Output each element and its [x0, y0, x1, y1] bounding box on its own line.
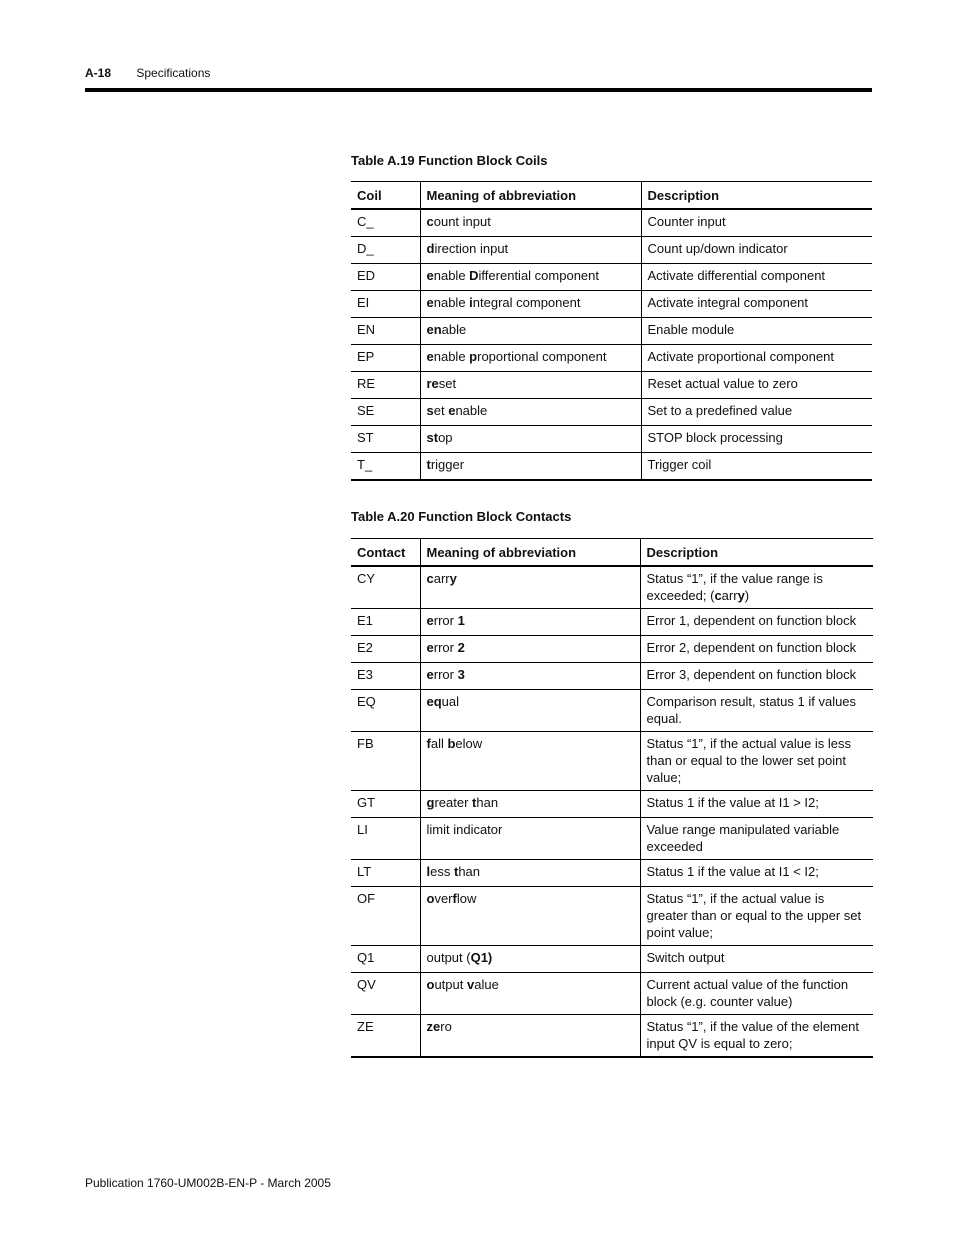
- function-block-coils-table: [351, 181, 872, 481]
- cell-code: E2: [351, 636, 420, 663]
- cell-meaning: error 1: [420, 609, 640, 636]
- cell-description: Status 1 if the value at I1 > I2;: [640, 791, 873, 818]
- column-header: Description: [641, 182, 872, 210]
- column-header: Description: [640, 539, 873, 567]
- cell-meaning: error 3: [420, 663, 640, 690]
- cell-description: Status “1”, if the value of the element input QV is equal to zero;: [640, 1015, 873, 1058]
- header-rule: [85, 88, 872, 92]
- page-number: A-18: [85, 66, 112, 80]
- cell-code: QV: [351, 973, 420, 1015]
- table-row: [351, 860, 873, 887]
- cell-meaning: fall below: [420, 732, 640, 791]
- cell-description: Switch output: [640, 946, 873, 973]
- cell-description: Status “1”, if the actual value is greater than or equal to the upper set point value;: [640, 887, 873, 946]
- cell-description: Current actual value of the function block (e.g. counter value): [640, 973, 873, 1015]
- cell-code: EP: [351, 345, 420, 372]
- cell-code: EI: [351, 291, 420, 318]
- cell-meaning: enable proportional component: [420, 345, 641, 372]
- cell-description: Counter input: [641, 209, 872, 237]
- cell-meaning: stop: [420, 426, 641, 453]
- cell-code: ZE: [351, 1015, 420, 1058]
- cell-code: E3: [351, 663, 420, 690]
- table-row: [351, 609, 873, 636]
- cell-meaning: error 2: [420, 636, 640, 663]
- table-row: [351, 946, 873, 973]
- table-a20-caption: Table A.20 Function Block Contacts: [351, 509, 572, 524]
- cell-description: Trigger coil: [641, 453, 872, 481]
- section-title: Specifications: [136, 66, 211, 80]
- table-row: [351, 453, 872, 481]
- table-row: [351, 291, 872, 318]
- table-row: [351, 663, 873, 690]
- cell-meaning: output (Q1): [420, 946, 640, 973]
- table-row: [351, 372, 872, 399]
- function-block-contacts-table: [351, 538, 873, 1058]
- table-row: [351, 209, 872, 237]
- cell-description: STOP block processing: [641, 426, 872, 453]
- cell-code: Q1: [351, 946, 420, 973]
- cell-code: FB: [351, 732, 420, 791]
- cell-code: EN: [351, 318, 420, 345]
- table-row: [351, 690, 873, 732]
- cell-meaning: enable integral component: [420, 291, 641, 318]
- column-header: Contact: [351, 539, 420, 567]
- cell-code: CY: [351, 566, 420, 609]
- table-row: [351, 1015, 873, 1058]
- cell-description: Reset actual value to zero: [641, 372, 872, 399]
- table-row: [351, 399, 872, 426]
- table-row: [351, 237, 872, 264]
- table-row: [351, 426, 872, 453]
- table-header-row: [351, 182, 872, 210]
- cell-code: EQ: [351, 690, 420, 732]
- table-row: [351, 318, 872, 345]
- table-row: [351, 636, 873, 663]
- cell-code: GT: [351, 791, 420, 818]
- table-row: [351, 264, 872, 291]
- table-row: [351, 345, 872, 372]
- cell-description: Count up/down indicator: [641, 237, 872, 264]
- table-row: [351, 973, 873, 1015]
- cell-meaning: direction input: [420, 237, 641, 264]
- cell-meaning: count input: [420, 209, 641, 237]
- cell-meaning: zero: [420, 1015, 640, 1058]
- cell-meaning: overflow: [420, 887, 640, 946]
- cell-meaning: less than: [420, 860, 640, 887]
- cell-code: D_: [351, 237, 420, 264]
- cell-meaning: greater than: [420, 791, 640, 818]
- cell-description: Value range manipulated variable exceeded: [640, 818, 873, 860]
- cell-description: Set to a predefined value: [641, 399, 872, 426]
- page-footer: Publication 1760-UM002B-EN-P - March 2005: [85, 1176, 331, 1190]
- cell-meaning: equal: [420, 690, 640, 732]
- table-row: [351, 732, 873, 791]
- cell-code: E1: [351, 609, 420, 636]
- cell-meaning: limit indicator: [420, 818, 640, 860]
- cell-meaning: carry: [420, 566, 640, 609]
- cell-code: C_: [351, 209, 420, 237]
- cell-description: Status “1”, if the value range is exceeded; (carry): [640, 566, 873, 609]
- cell-description: Activate integral component: [641, 291, 872, 318]
- cell-code: OF: [351, 887, 420, 946]
- cell-meaning: enable: [420, 318, 641, 345]
- cell-meaning: reset: [420, 372, 641, 399]
- table-row: [351, 887, 873, 946]
- cell-meaning: output value: [420, 973, 640, 1015]
- cell-code: ST: [351, 426, 420, 453]
- table-a19-caption: Table A.19 Function Block Coils: [351, 153, 548, 168]
- cell-code: LT: [351, 860, 420, 887]
- table-header-row: [351, 539, 873, 567]
- page-header: [85, 66, 210, 80]
- cell-description: Activate proportional component: [641, 345, 872, 372]
- column-header: Coil: [351, 182, 420, 210]
- cell-code: LI: [351, 818, 420, 860]
- cell-description: Status 1 if the value at I1 < I2;: [640, 860, 873, 887]
- cell-code: SE: [351, 399, 420, 426]
- cell-meaning: set enable: [420, 399, 641, 426]
- cell-description: Comparison result, status 1 if values equal.: [640, 690, 873, 732]
- cell-code: T_: [351, 453, 420, 481]
- cell-description: Error 3, dependent on function block: [640, 663, 873, 690]
- cell-description: Error 1, dependent on function block: [640, 609, 873, 636]
- cell-description: Error 2, dependent on function block: [640, 636, 873, 663]
- column-header: Meaning of abbreviation: [420, 182, 641, 210]
- table-row: [351, 791, 873, 818]
- cell-description: Enable module: [641, 318, 872, 345]
- cell-code: ED: [351, 264, 420, 291]
- cell-code: RE: [351, 372, 420, 399]
- cell-description: Activate differential component: [641, 264, 872, 291]
- cell-meaning: enable Differential component: [420, 264, 641, 291]
- table-row: [351, 566, 873, 609]
- table-row: [351, 818, 873, 860]
- cell-description: Status “1”, if the actual value is less than or equal to the lower set point value;: [640, 732, 873, 791]
- column-header: Meaning of abbreviation: [420, 539, 640, 567]
- cell-meaning: trigger: [420, 453, 641, 481]
